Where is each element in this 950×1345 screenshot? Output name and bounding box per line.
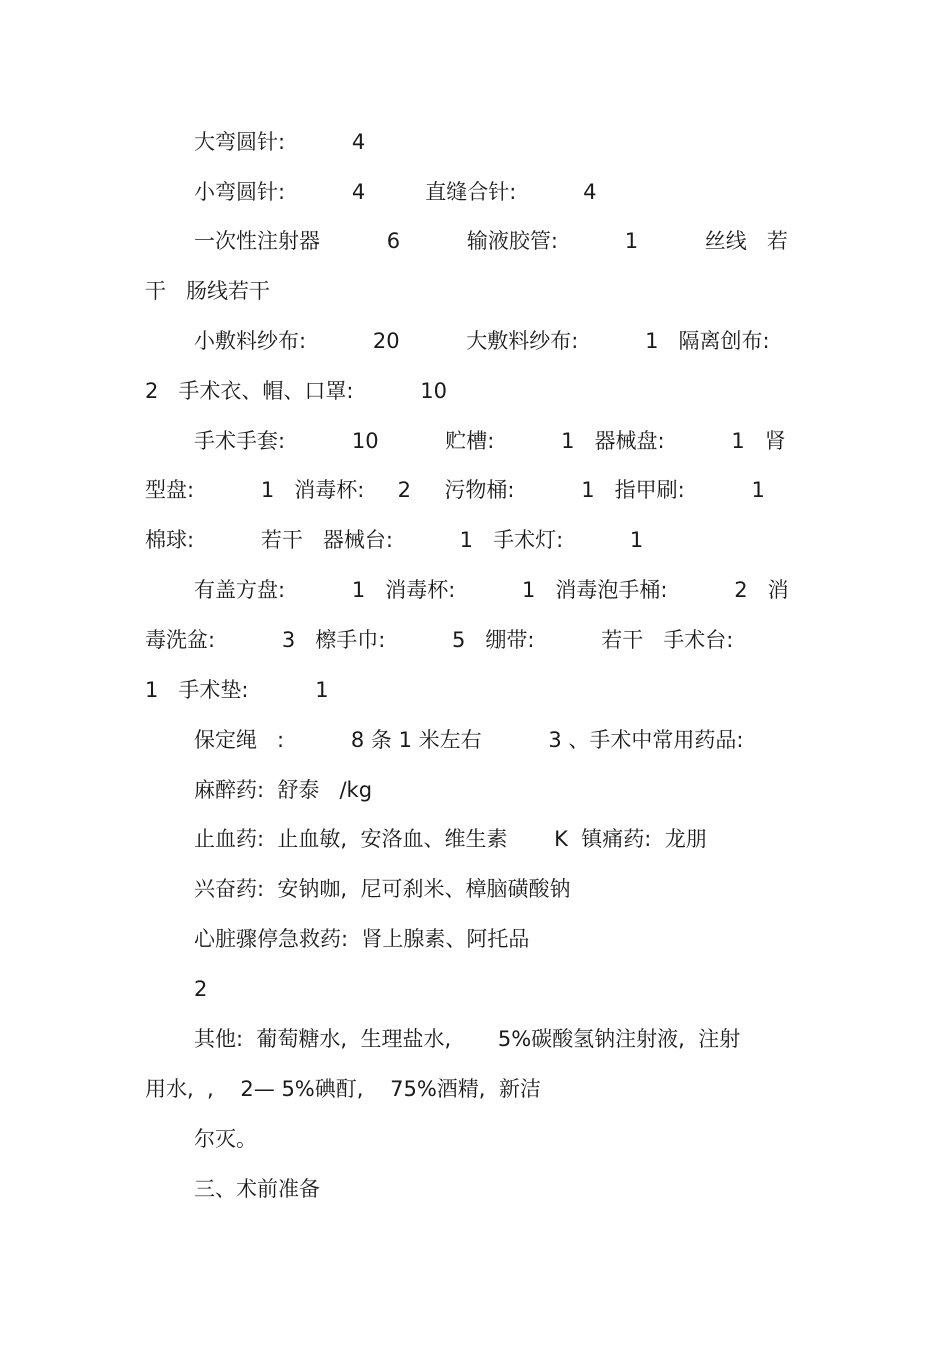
text-line-1: 大弯圆针: 4 bbox=[194, 130, 366, 154]
text-line-5: 小敷料纱布: 20 大敷料纱布: 1 隔离创布: bbox=[194, 329, 770, 353]
section-heading: 三、术前准备 bbox=[194, 1177, 320, 1201]
text-line-21: 尔灭。 bbox=[194, 1127, 257, 1151]
text-line-10: 有盖方盘: 1 消毒杯: 1 消毒泡手桶: 2 消 bbox=[194, 578, 789, 602]
text-line-14: 麻醉药: 舒泰 /kg bbox=[194, 778, 373, 802]
text-line-2: 小弯圆针: 4 直缝合针: 4 bbox=[194, 180, 597, 204]
text-line-3: 一次性注射器 6 输液胶管: 1 丝线 若 bbox=[194, 229, 788, 253]
text-line-4: 干 肠线若干 bbox=[145, 279, 271, 303]
text-line-13: 保定绳 : 8 条 1 米左右 3 、手术中常用药品: bbox=[194, 728, 744, 752]
text-line-19: 其他: 葡萄糖水, 生理盐水, 5%碳酸氢钠注射液, 注射 bbox=[194, 1027, 741, 1051]
text-line-18: 2 bbox=[194, 977, 208, 1001]
text-line-6: 2 手术衣、帽、口罩: 10 bbox=[145, 379, 447, 403]
text-line-20: 用水, , 2— 5%碘酊, 75%酒精, 新洁 bbox=[145, 1077, 541, 1101]
text-line-7: 手术手套: 10 贮槽: 1 器械盘: 1 肾 bbox=[194, 429, 786, 453]
text-line-11: 毒洗盆: 3 檫手巾: 5 绷带: 若干 手术台: bbox=[145, 628, 734, 652]
text-line-12: 1 手术垫: 1 bbox=[145, 678, 329, 702]
text-line-8: 型盘: 1 消毒杯: 2 污物桶: 1 指甲刷: 1 bbox=[145, 478, 765, 502]
text-line-9: 棉球: 若干 器械台: 1 手术灯: 1 bbox=[145, 528, 644, 552]
text-line-17: 心脏骤停急救药: 肾上腺素、阿托品 bbox=[194, 927, 530, 951]
text-line-15: 止血药: 止血敏, 安洛血、维生素 K 镇痛药: 龙朋 bbox=[194, 827, 707, 851]
text-line-16: 兴奋药: 安钠咖, 尼可刹米、樟脑磺酸钠 bbox=[194, 877, 571, 901]
